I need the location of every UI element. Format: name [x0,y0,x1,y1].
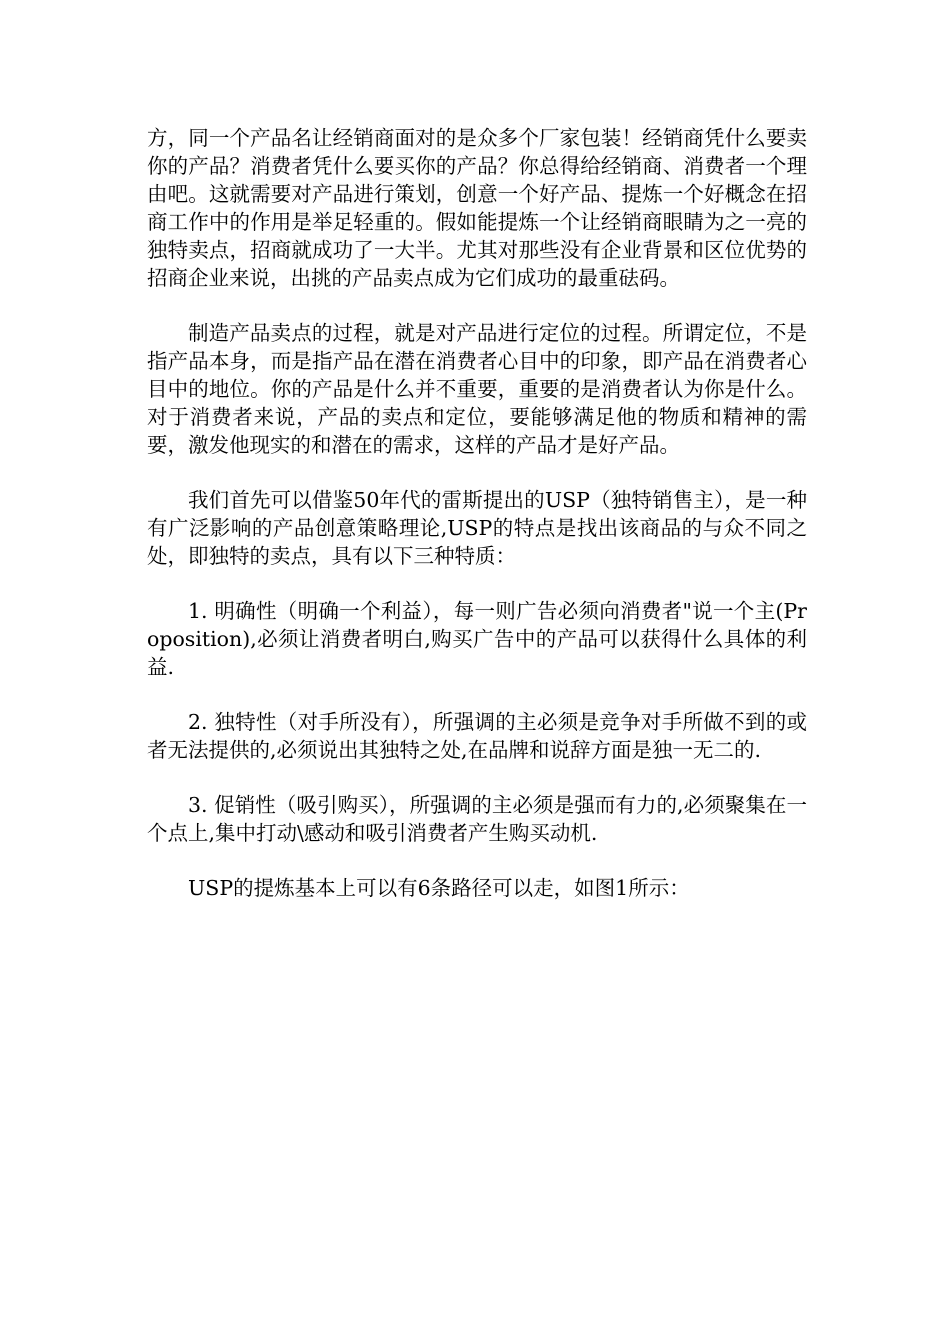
paragraph-uniqueness: 2. 独特性（对手所没有），所强调的主必须是竞争对手所做不到的或者无法提供的,必须说出其独特之处,在品牌和说辞方面是独一无二的. [147,710,807,762]
document-page [147,124,807,929]
paragraph-continuation: 方，同一个产品名让经销商面对的是众多个厂家包装！经销商凭什么要卖你的产品？消费者凭什么要买你的产品？你总得给经销商、消费者一个理由吧。这就需要对产品进行策划，创意一个好产品、提炼一个好概念在招商工作中的作用是举足轻重的。假如能提炼一个让经销商眼睛为之一亮的独特卖点，招商就成功了一大半。尤其对那些没有企业背景和区位优势的招商企业来说，出挑的产品卖点成为它们成功的最重砝码。 [147,126,807,290]
paragraph-usp-intro: 我们首先可以借鉴50年代的雷斯提出的USP（独特销售主），是一种有广泛影响的产品创意策略理论,USP的特点是找出该商品的与众不同之处，即独特的卖点，具有以下三种特质： [147,488,807,568]
paragraph-usp-paths: USP的提炼基本上可以有6条路径可以走，如图1所示： [188,876,690,900]
paragraph-promotion: 3. 促销性（吸引购买），所强调的主必须是强而有力的,必须聚集在一个点上,集中打动\感动和吸引消费者产生购买动机. [147,793,807,845]
paragraph-positioning: 制造产品卖点的过程，就是对产品进行定位的过程。所谓定位，不是指产品本身，而是指产品在潜在消费者心目中的印象，即产品在消费者心目中的地位。你的产品是什么并不重要，重要的是消费者认为你是什么。对于消费者来说，产品的卖点和定位，要能够满足他的物质和精神的需要，激发他现实的和潜在的需求，这样的产品才是好产品。 [147,321,807,457]
paragraph-clarity: 1. 明确性（明确一个利益），每一则广告必须向消费者"说一个主(Proposition),必须让消费者明白,购买广告中的产品可以获得什么具体的利益. [147,599,807,679]
